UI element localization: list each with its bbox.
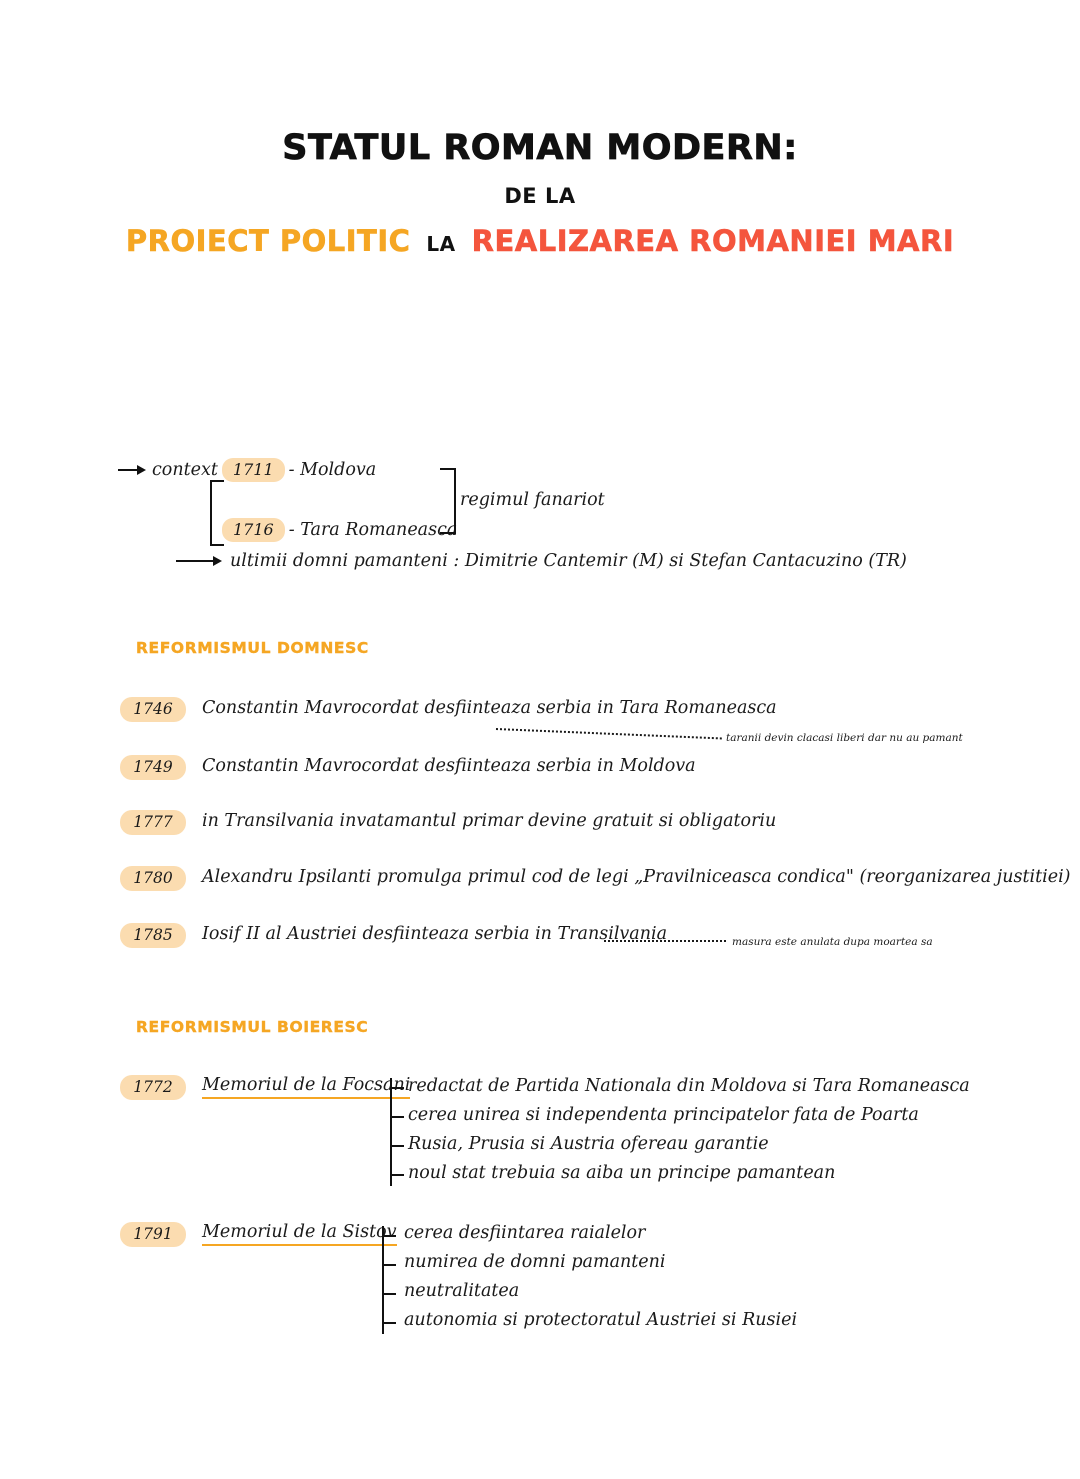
context-bracket-note: regimul fanariot xyxy=(460,490,605,510)
timeline-text: Constantin Mavrocordat desfiinteaza serbia in Tara Romaneasca xyxy=(202,698,777,718)
memorial-item: cerea desfiintarea raialelor xyxy=(404,1223,646,1243)
memorial-item: cerea unirea si independenta principatelor fata de Poarta xyxy=(408,1105,919,1125)
memorial-group-1791-head xyxy=(120,1222,397,1247)
page-subtitle: DE LA xyxy=(504,184,576,208)
year-badge: 1772 xyxy=(120,1075,186,1100)
title-row xyxy=(0,224,1080,258)
arrow-right-icon xyxy=(118,465,148,475)
timeline-text: Iosif II al Austriei desfiinteaza serbia in Transilvania xyxy=(202,924,668,944)
timeline-row-1749 xyxy=(120,755,696,780)
memorial-tick xyxy=(390,1087,404,1089)
timeline-text: Alexandru Ipsilanti promulga primul cod de legi „Pravilniceasca condica" (reorganizarea justitiei) xyxy=(202,867,1071,887)
timeline-row-1785 xyxy=(120,923,667,948)
memorial-item: neutralitatea xyxy=(404,1281,520,1301)
memorial-bracket-1791 xyxy=(382,1226,384,1334)
timeline-text: Constantin Mavrocordat desfiinteaza serbia in Moldova xyxy=(202,756,696,776)
memorial-tick xyxy=(382,1322,396,1324)
page-title-block xyxy=(0,128,1080,258)
title-part-orange: PROIECT POLITIC xyxy=(125,224,411,258)
context-row-first xyxy=(118,458,978,482)
memorial-title: Memoriul de la Sistov xyxy=(202,1222,397,1246)
title-connector: LA xyxy=(426,232,456,256)
context-text-1716: - Tara Romaneasca xyxy=(288,520,458,540)
memorial-tick xyxy=(390,1174,404,1176)
memorial-tick xyxy=(390,1116,404,1118)
year-badge: 1791 xyxy=(120,1222,186,1247)
context-right-bracket xyxy=(440,468,456,534)
section-heading-reformismul-boieresc: REFORMISMUL BOIERESC xyxy=(136,1018,369,1036)
year-badge: 1785 xyxy=(120,923,186,948)
memorial-group-1772-head xyxy=(120,1075,410,1100)
memorial-tick xyxy=(382,1235,396,1237)
memorial-title: Memoriul de la Focsani xyxy=(202,1075,410,1099)
timeline-row-1777 xyxy=(120,810,776,835)
timeline-row-1780 xyxy=(120,866,1071,891)
year-badge: 1746 xyxy=(120,697,186,722)
context-label: context xyxy=(152,460,218,480)
arrow-long-icon xyxy=(176,556,224,566)
memorial-item: numirea de domni pamanteni xyxy=(404,1252,666,1272)
timeline-row-1746 xyxy=(120,697,777,722)
year-badge: 1780 xyxy=(120,866,186,891)
dotted-connector-1746 xyxy=(496,728,722,739)
memorial-item: noul stat trebuia sa aiba un principe pamantean xyxy=(408,1163,836,1183)
title-part-red: REALIZAREA ROMANIEI MARI xyxy=(471,224,955,258)
context-year-1716: 1716 xyxy=(222,518,285,542)
year-badge: 1749 xyxy=(120,755,186,780)
year-badge: 1777 xyxy=(120,810,186,835)
memorial-item: autonomia si protectoratul Austriei si Rusiei xyxy=(404,1310,798,1330)
context-text-1711: - Moldova xyxy=(288,460,377,480)
page-title: STATUL ROMAN MODERN: xyxy=(282,128,798,168)
memorial-item: Rusia, Prusia si Austria ofereau garantie xyxy=(408,1134,769,1154)
memorial-bracket-1772 xyxy=(390,1078,392,1186)
annotation-1785: masura este anulata dupa moartea sa xyxy=(732,936,933,948)
section-heading-reformismul-domnesc: REFORMISMUL DOMNESC xyxy=(136,639,369,657)
memorial-tick xyxy=(382,1293,396,1295)
memorial-tick xyxy=(390,1145,404,1147)
annotation-1746: taranii devin clacasi liberi dar nu au pamant xyxy=(726,732,963,744)
memorial-item: redactat de Partida Nationala din Moldova si Tara Romaneasca xyxy=(408,1076,970,1096)
memorial-tick xyxy=(382,1264,396,1266)
context-year-1711: 1711 xyxy=(222,458,285,482)
context-row-second xyxy=(222,518,457,542)
timeline-text: in Transilvania invatamantul primar devine gratuit si obligatoriu xyxy=(202,811,777,831)
context-note: ultimii domni pamanteni : Dimitrie Cantemir (M) si Stefan Cantacuzino (TR) xyxy=(230,551,907,571)
dotted-connector-1785 xyxy=(604,940,726,942)
context-note-row xyxy=(176,551,907,571)
context-block xyxy=(118,458,978,571)
